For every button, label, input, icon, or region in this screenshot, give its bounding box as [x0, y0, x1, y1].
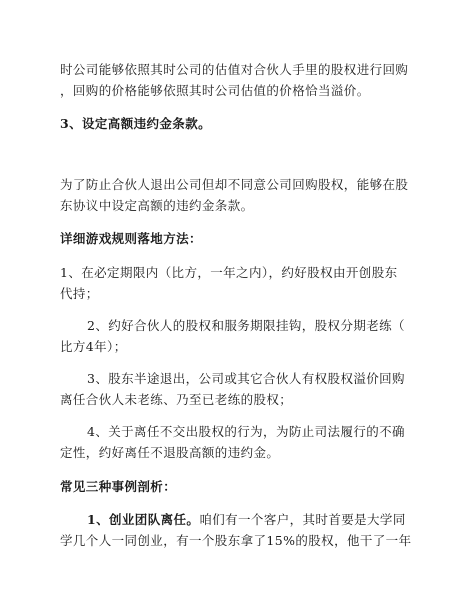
list-item-line: 3、股东半途退出，公司或其它合伙人有权股权溢价回购	[87, 371, 405, 386]
paragraph-line: 东协议中设定高额的违约金条款。	[60, 198, 254, 213]
list-item-line: 离任合伙人未老练、乃至已老练的股权；	[60, 392, 293, 407]
list-item-line: 定性，约好离任不退股高额的违约金。	[60, 445, 280, 460]
paragraph-line: 时公司能够依照其时公司的估值对合伙人手里的股权进行回购	[60, 62, 409, 77]
paragraph-line: ，回购的价格能够依照其时公司估值的价格恰当溢价。	[60, 83, 370, 98]
section-heading: 常见三种事例剖析：	[60, 479, 177, 494]
list-item-line: 代持；	[60, 286, 99, 301]
section-heading: 详细游戏规则落地方法：	[60, 231, 202, 246]
paragraph-line	[87, 512, 406, 528]
list-item-line: 4、关于离任不交出股权的行为，为防止司法履行的不确	[87, 424, 405, 439]
list-item-line: 1、在必定期限内（比方，一年之内），约好股权由开创股东	[60, 265, 398, 280]
paragraph-line: 为了防止合伙人退出公司但却不同意公司回购股权，能够在股	[60, 177, 409, 192]
list-item-line: 比方4年）；	[60, 339, 127, 354]
paragraph-line: 学几个人一同创业，有一个股东拿了15%的股权，他干了一年	[60, 533, 412, 548]
case-title: 1、创业团队离任。	[87, 512, 200, 527]
case-text: 咱们有一个客户，其时首要是大学同	[199, 512, 406, 527]
list-item-line: 2、约好合伙人的股权和服务期限挂钩，股权分期老练（	[87, 318, 405, 333]
section-heading: 3、设定高额违约金条款。	[60, 116, 211, 131]
